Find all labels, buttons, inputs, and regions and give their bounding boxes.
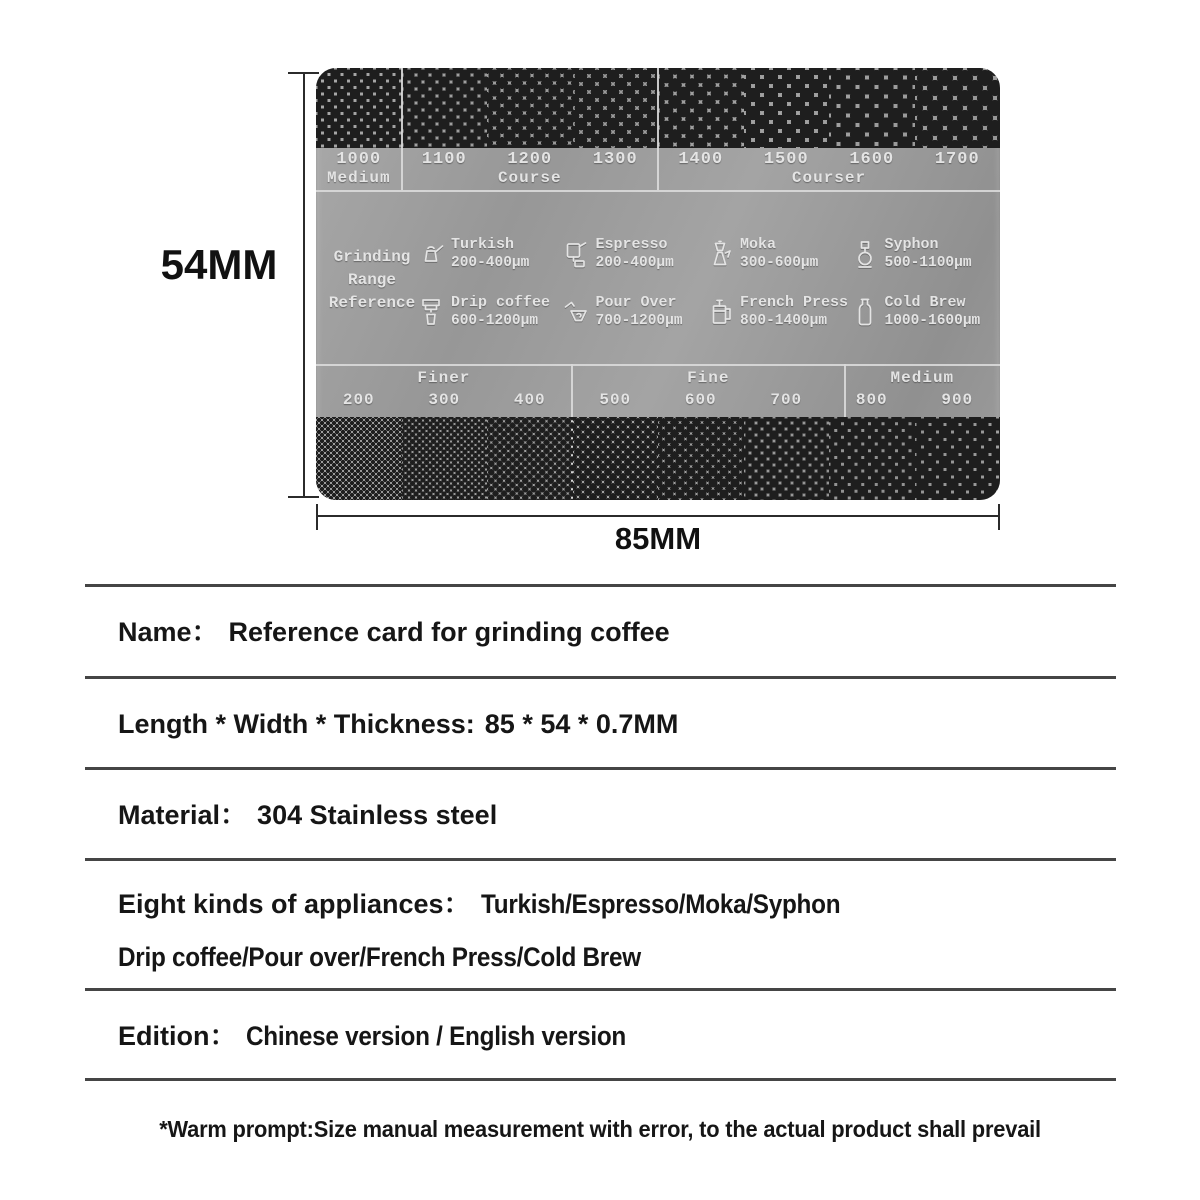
appliance-espresso (563, 228, 706, 280)
spec-value: Reference card for grinding coffee (228, 617, 670, 647)
size-label: 600 (684, 391, 717, 409)
spec-label: Edition： (118, 1021, 237, 1051)
bottom-hole-band (316, 417, 1000, 500)
appliance-text (596, 294, 683, 330)
size-label: 1700 (934, 150, 980, 169)
appliance-drip-coffee (418, 286, 561, 338)
spec-row-edition (118, 1016, 669, 1056)
appliance-range: 200-400μm (595, 255, 674, 271)
label-line: Reference (328, 294, 416, 312)
table-line (85, 676, 1116, 679)
grinding-range-reference-label (322, 246, 422, 315)
spec-row-material (118, 795, 497, 835)
height-dimension-line (303, 72, 305, 498)
size-label: 900 (941, 391, 974, 409)
grind-group-courser: Courser (791, 169, 867, 187)
label-line: Grinding (333, 248, 411, 266)
hole-grid-200 (316, 417, 402, 500)
spec-value: Chinese version / English version (246, 1021, 627, 1051)
appliance-range: 800-1400μm (740, 313, 828, 329)
table-line (85, 1078, 1116, 1081)
appliance-text (451, 294, 550, 330)
size-label: 1000 (336, 150, 382, 169)
table-line (85, 584, 1116, 587)
appliance-name: Syphon (884, 236, 939, 253)
hole-grid-1000 (316, 68, 402, 148)
bottom-size-numbers (316, 391, 1000, 409)
warm-prompt-text: *Warm prompt:Size manual measurement with error, to the actual product shall prevail (159, 1116, 1041, 1142)
appliance-french-press (707, 286, 850, 338)
syphon-icon (852, 239, 878, 269)
label-line: Range (347, 271, 396, 289)
appliance-pour-over (563, 286, 706, 338)
spec-value: 304 Stainless steel (257, 800, 498, 830)
appliance-name: Drip coffee (451, 294, 551, 311)
card-divider-line (401, 68, 403, 190)
grind-reference-card (316, 68, 1000, 500)
width-dimension-line (316, 515, 1000, 517)
spec-value: 85 * 54 * 0.7MM (484, 709, 679, 739)
size-label: 1400 (678, 150, 724, 169)
appliance-text (740, 294, 848, 330)
size-label: 700 (770, 391, 803, 409)
warm-prompt-note (0, 1116, 1200, 1143)
drip-coffee-machine-icon (418, 297, 444, 327)
cold-brew-bottle-icon (852, 297, 878, 327)
size-label: 1600 (849, 150, 895, 169)
appliance-moka (707, 228, 850, 280)
spec-label: Name： (118, 617, 219, 647)
spec-row-appliances-line2 (118, 937, 699, 977)
appliance-text (596, 236, 674, 272)
appliance-range: 600-1200μm (451, 313, 539, 329)
appliance-text (740, 236, 818, 272)
appliance-name: Moka (740, 236, 777, 253)
dimension-cap (288, 496, 319, 498)
spec-value: Turkish/Espresso/Moka/Syphon (480, 889, 840, 919)
pour-over-icon (563, 297, 589, 327)
appliance-range: 300-600μm (740, 255, 819, 271)
hole-grid-1600 (829, 68, 915, 148)
hole-grid-500 (573, 417, 659, 500)
appliance-range: 700-1200μm (595, 313, 683, 329)
height-dimension-label: 54MM (160, 241, 278, 288)
grind-group-medium: Medium (890, 369, 955, 387)
grind-group-course: Course (497, 169, 562, 187)
size-label: 500 (599, 391, 632, 409)
appliance-grid (418, 228, 994, 338)
hole-grid-1300 (573, 68, 659, 148)
appliance-name: Cold Brew (884, 294, 966, 311)
hole-grid-1200 (487, 68, 573, 148)
table-line (85, 988, 1116, 991)
size-label: 400 (513, 391, 546, 409)
appliance-text (885, 294, 981, 330)
appliance-cold-brew (852, 286, 995, 338)
appliance-text (451, 236, 529, 272)
table-line (85, 767, 1116, 770)
appliance-name: Espresso (595, 236, 668, 253)
hole-grid-1400 (658, 68, 744, 148)
appliance-text (885, 236, 972, 272)
hole-grid-800 (829, 417, 915, 500)
appliance-syphon (852, 228, 995, 280)
appliance-name: Turkish (451, 236, 515, 253)
spec-value: Drip coffee/Pour over/French Press/Cold Brew (118, 942, 641, 972)
spec-label: Eight kinds of appliances： (118, 889, 471, 919)
appliance-range: 500-1100μm (884, 255, 972, 271)
dimension-cap (998, 504, 1000, 530)
hole-grid-300 (402, 417, 488, 500)
appliance-range: 200-400μm (451, 255, 530, 271)
appliance-turkish (418, 228, 561, 280)
grinding-range-section (316, 192, 1000, 364)
cezve-icon (418, 239, 444, 269)
size-label: 1200 (507, 150, 553, 169)
dimension-cap (316, 504, 318, 530)
size-label: 300 (428, 391, 461, 409)
appliance-name: French Press (740, 294, 849, 311)
spec-label: Material： (118, 800, 248, 830)
grind-group-medium: Medium (326, 169, 391, 187)
hole-grid-700 (744, 417, 830, 500)
spec-row-name (118, 612, 670, 652)
spec-row-size (118, 704, 688, 744)
grind-group-fine: Fine (687, 369, 730, 387)
dimension-cap (288, 72, 319, 74)
espresso-machine-icon (563, 239, 589, 269)
hole-grid-1100 (402, 68, 488, 148)
moka-pot-icon (707, 239, 733, 269)
spec-label: Length * Width * Thickness: (118, 709, 475, 739)
table-line (85, 858, 1116, 861)
size-label: 1300 (592, 150, 638, 169)
spec-row-appliances (118, 884, 880, 924)
size-label: 200 (342, 391, 375, 409)
hole-grid-1700 (915, 68, 1001, 148)
grind-group-finer: Finer (417, 369, 471, 387)
appliance-range: 1000-1600μm (884, 313, 981, 329)
width-dimension-label: 85MM (614, 521, 702, 556)
hole-grid-1500 (744, 68, 830, 148)
bottom-label-band (316, 366, 1000, 417)
hole-grid-600 (658, 417, 744, 500)
hole-grid-900 (915, 417, 1001, 500)
size-label: 800 (855, 391, 888, 409)
size-label: 1100 (421, 150, 467, 169)
hole-grid-400 (487, 417, 573, 500)
appliance-name: Pour Over (595, 294, 677, 311)
card-divider-line (657, 68, 659, 190)
french-press-icon (707, 297, 733, 327)
size-label: 1500 (763, 150, 809, 169)
